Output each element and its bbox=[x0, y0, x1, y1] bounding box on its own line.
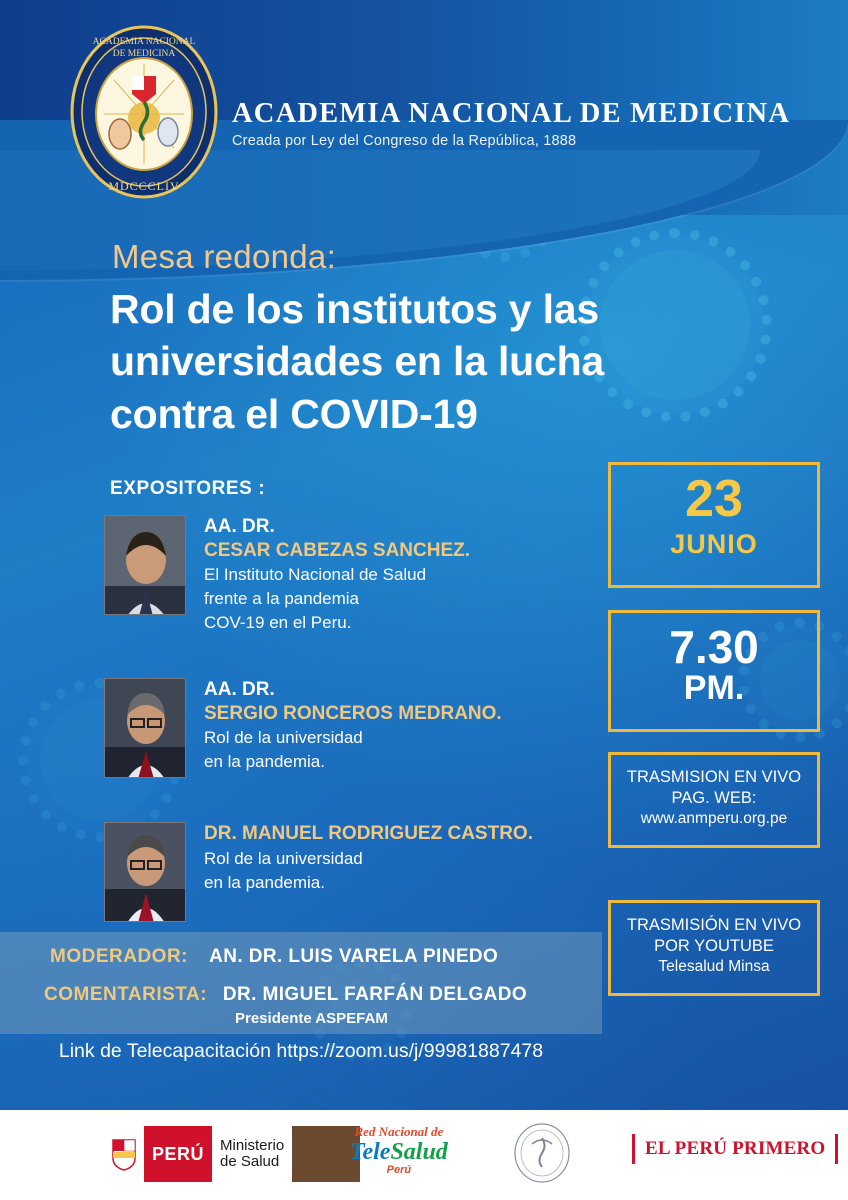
peru-wordmark: PERÚ bbox=[144, 1126, 212, 1182]
time-box bbox=[608, 610, 820, 732]
time-value: 7.30 bbox=[669, 621, 759, 673]
commentator-label: COMENTARISTA: bbox=[44, 984, 208, 1005]
speaker-name: DR. MANUEL RODRIGUEZ CASTRO. bbox=[204, 823, 533, 844]
speaker-desc-line: El Instituto Nacional de Salud bbox=[204, 565, 427, 585]
speaker-desc-line: Rol de la universidad bbox=[204, 728, 363, 748]
telesalud-logo bbox=[350, 1124, 448, 1176]
event-title bbox=[110, 283, 670, 440]
peru-coat-of-arms-icon bbox=[104, 1126, 144, 1182]
telesalud-line-3: Perú bbox=[386, 1164, 412, 1176]
speaker-name: SERGIO RONCEROS MEDRANO. bbox=[204, 702, 502, 724]
page-title: ACADEMIA NACIONAL DE MEDICINA bbox=[232, 98, 791, 129]
speaker-entry bbox=[104, 822, 624, 895]
speaker-entry bbox=[104, 678, 624, 774]
peru-primero-logo: EL PERÚ PRIMERO bbox=[632, 1134, 838, 1164]
ministerio-line-1: Ministerio bbox=[220, 1136, 285, 1154]
avatar bbox=[104, 822, 186, 922]
live-youtube-line-2: POR YOUTUBE bbox=[654, 937, 774, 956]
speaker-info bbox=[204, 822, 624, 895]
telesalud-line-1: Red Nacional de bbox=[354, 1124, 444, 1139]
telesalud-line-2 bbox=[350, 1140, 448, 1164]
academy-seal-logo bbox=[62, 22, 227, 202]
speaker-info bbox=[204, 678, 624, 774]
moderator-name: AN. DR. LUIS VARELA PINEDO bbox=[209, 946, 499, 967]
speaker-name: CESAR CABEZAS SANCHEZ. bbox=[204, 539, 471, 561]
speakers-label: EXPOSITORES : bbox=[110, 478, 266, 499]
event-title-line-2: universidades en la lucha bbox=[110, 338, 605, 385]
commentator-name: DR. MIGUEL FARFÁN DELGADO bbox=[222, 984, 528, 1005]
ministerio-line-2: de Salud bbox=[220, 1153, 280, 1170]
speaker-desc-line: en la pandemia. bbox=[204, 872, 325, 892]
speaker-desc-line: COV-19 en el Peru. bbox=[204, 613, 352, 633]
footer-bar bbox=[0, 1110, 848, 1200]
telesalud-salud: Salud bbox=[390, 1139, 448, 1165]
speaker-entry bbox=[104, 515, 624, 635]
website-url[interactable]: www.anmperu.org.pe bbox=[640, 810, 788, 828]
date-day: 23 bbox=[685, 470, 743, 528]
live-youtube-box[interactable] bbox=[608, 900, 820, 996]
speaker-desc-line: Rol de la universidad bbox=[204, 848, 363, 868]
meeting-link[interactable]: Link de Telecapacitación https://zoom.us/j/99981887478 bbox=[58, 1040, 544, 1062]
seal-top-label: ACADEMIA NACIONAL bbox=[92, 37, 196, 47]
live-web-line-2: PAG. WEB: bbox=[671, 789, 757, 808]
speaker-desc-line: en la pandemia. bbox=[204, 752, 325, 772]
header-subtitle: Creada por Ley del Congreso de la República, 1888 bbox=[232, 133, 577, 149]
time-period: PM. bbox=[683, 669, 745, 708]
svg-text:DE MEDICINA: DE MEDICINA bbox=[112, 49, 176, 59]
speaker-prefix: AA. DR. bbox=[204, 516, 275, 537]
minsa-logo bbox=[104, 1126, 360, 1182]
speaker-desc-line: frente a la pandemia bbox=[204, 589, 359, 609]
date-month: JUNIO bbox=[670, 529, 758, 559]
seal-bottom-label: MDCCCLIV bbox=[108, 179, 180, 193]
live-web-box[interactable] bbox=[608, 752, 820, 848]
commentator-role: Presidente ASPEFAM bbox=[235, 1010, 388, 1027]
date-box bbox=[608, 462, 820, 588]
live-web-line-1: TRASMISION EN VIVO bbox=[626, 768, 802, 786]
event-title-line-3: contra el COVID-19 bbox=[110, 390, 478, 437]
avatar bbox=[104, 515, 186, 615]
event-title-line-1: Rol de los institutos y las bbox=[110, 286, 599, 332]
speaker-info bbox=[204, 515, 624, 635]
commentator-row bbox=[44, 984, 527, 1006]
event-kicker: Mesa redonda: bbox=[112, 238, 337, 275]
speaker-prefix: AA. DR. bbox=[204, 679, 275, 700]
ministerio-wordmark bbox=[212, 1126, 292, 1182]
moderator-label: MODERADOR: bbox=[50, 946, 188, 967]
header-text-group bbox=[232, 98, 790, 149]
academy-seal-footer-icon bbox=[512, 1122, 572, 1184]
telesalud-tele: Tele bbox=[350, 1139, 391, 1165]
moderator-row bbox=[50, 946, 498, 968]
live-youtube-line-1: TRASMISIÓN EN VIVO bbox=[626, 916, 802, 934]
live-youtube-channel: Telesalud Minsa bbox=[658, 958, 770, 976]
avatar bbox=[104, 678, 186, 778]
